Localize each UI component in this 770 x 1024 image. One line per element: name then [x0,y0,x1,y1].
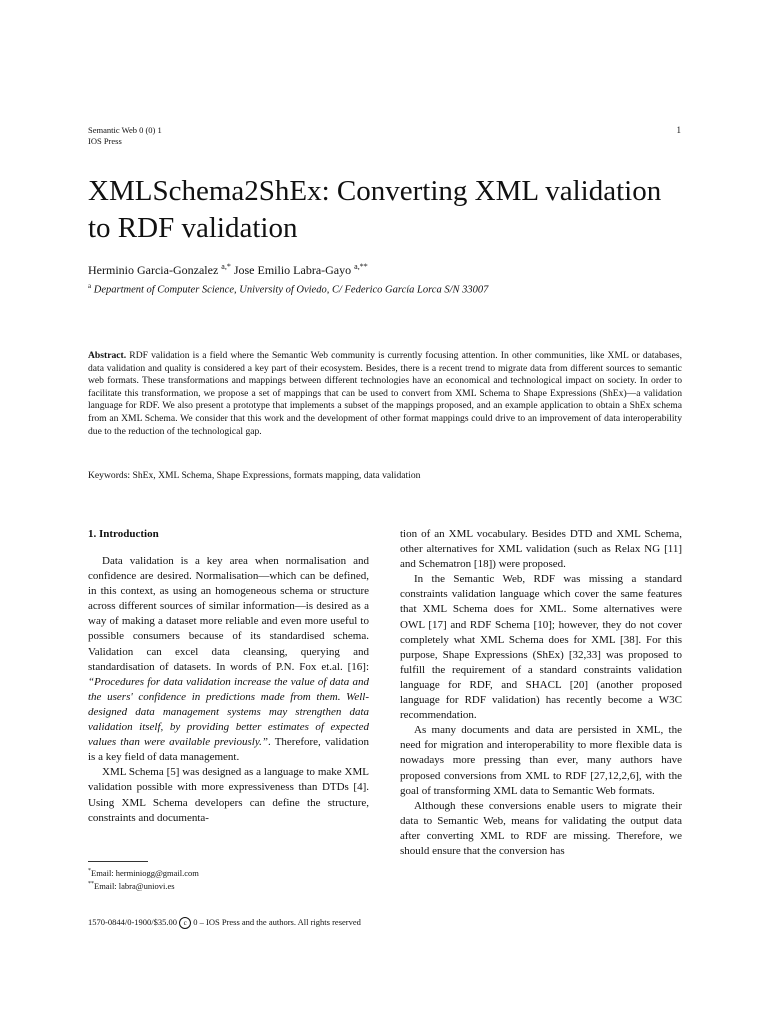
publisher-name: IOS Press [88,136,122,146]
journal-info [88,125,162,147]
copyright-line [88,917,361,929]
author-affiliation-mark: a,** [354,262,368,271]
author-name: Herminio Garcia-Gonzalez [88,263,219,277]
paragraph [88,554,369,765]
author-list [88,262,368,278]
paper-title: XMLSchema2ShEx: Converting XML validation to RDF validation [88,175,662,244]
footnote-mark: ** [88,880,94,887]
page-number: 1 [676,125,681,135]
footnote-text: Email: herminiogg@gmail.com [91,867,199,878]
paragraph: In the Semantic Web, RDF was missing a standard constraints validation language which cover the same features that XML Schema does for XML. Some alternatives were OWL [17] and RDF Schema [10]; however, they do not cover completely what XML Schema does for XML [38]. For this purpose, Shape Expressions (ShEx) [32,33] was proposed to fulfill the requirement of a standard constraints validation language for RDF, and SHACL [20] (another proposed language for RDF validation) has recently become a W3C recommendation. [400,573,682,722]
paragraph-text: Data validation is a key area when normalisation and confidence are desired. Normalisation—which can be defined, in this context, as using an homogeneous schema or structure across different sources of similar information—is desired as a way of making a dataset more reliable and even more useful to possible consumers because of its standardised schema. Validation can excel data cleansing, querying and standardisation of datasets. In words of P.N. Fox et.al. [16]: [88,555,369,673]
right-column [400,527,682,859]
author-name: Jose Emilio Labra-Gayo [233,263,352,277]
paragraph: As many documents and data are persisted in XML, the need for migration and interoperability to more flexible data is nowadays more pressing than ever, many authors have proposed conversions from XML to RDF [27,12,2,6], with the goal of transforming XML data to Semantic Web formats. [400,724,682,797]
affiliation-text: Department of Computer Science, University of Oviedo, C/ Federico García Lorca S/N 33007 [93,284,489,296]
copyright-text: 1570-0844/0-1900/$35.00 [88,917,178,927]
journal-name: Semantic Web 0 (0) 1 [88,125,162,135]
footnote [88,879,369,892]
left-column [88,527,369,826]
copyright-icon: c [179,917,191,929]
paragraph-text: . Therefore, validation is a key field of data management. [88,736,369,764]
paragraph: Although these conversions enable users to migrate their data to Semantic Web, means for validating the output data after converting XML to RDF are missing. Therefore, we should ensure that the conversion has [400,799,682,857]
affiliation-mark: a [88,282,92,290]
section-heading: 1. Introduction [88,528,159,540]
footnote-mark: * [88,868,91,874]
affiliation [88,282,488,296]
paragraph: tion of an XML vocabulary. Besides DTD and XML Schema, other alternatives for XML validation (such as Relax NG [11] and Schematron [18]) were proposed. [400,528,682,571]
abstract-text: RDF validation is a field where the Semantic Web community is currently focusing attention. In other communities, like XML or databases, data validation and quality is considered a key part of their ecosystem. Besides, there is a recent trend to migrate data from different sources to semantic web formats. These transformations and mappings between different technologies have an economical and technological impact on society. In order to facilitate this transformation, we propose a set of mappings that can be used to convert from XML Schema to Shape Expressions (ShEx)—a validation language for RDF. We also present a prototype that implements a subset of the mappings proposed, and an example application to obtain a ShEx schema from an XML Schema. We consider that this work and the development of other format mappings could drive to an improvement of data interoperability due to the reduction of the technological gap. [88,350,683,437]
footnotes [88,861,369,892]
abstract-label: Abstract. [88,350,127,361]
quote: “Procedures for data validation increase the value of data and the users' confidence in predictions made from them. Well-designed data management systems may strengthen data validation itself, by providing better estimates of expected values than were available previously.” [88,675,369,749]
keywords: Keywords: ShEx, XML Schema, Shape Expressions, formats mapping, data validation [88,470,421,481]
abstract [88,350,682,438]
paragraph: XML Schema [5] was designed as a language to make XML validation possible with more expressiveness than DTDs [4]. Using XML Schema developers can define the structure, constraints and documenta- [88,766,369,824]
author-affiliation-mark: a,* [221,262,231,271]
footnote-text: Email: labra@uniovi.es [94,880,175,891]
copyright-text: 0 – IOS Press and the authors. All rights reserved [193,917,361,927]
footnote [88,866,369,879]
footnote-divider [88,861,148,862]
